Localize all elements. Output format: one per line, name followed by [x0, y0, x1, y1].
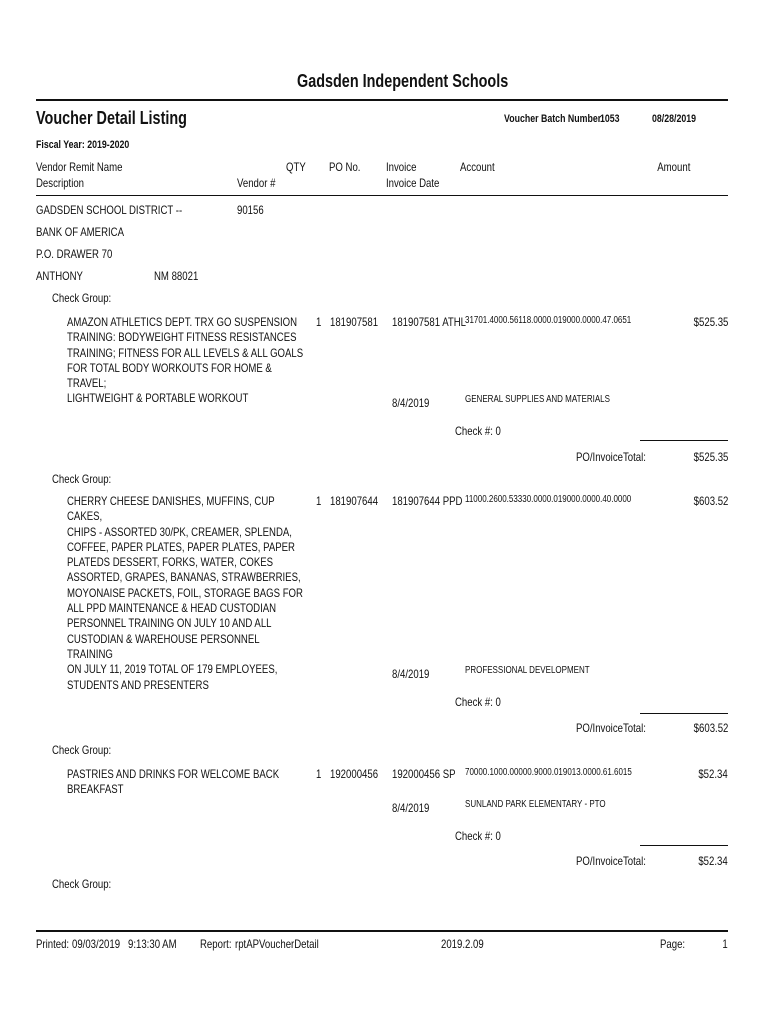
col-po-no: PO No. [329, 160, 361, 174]
report-name: rptAPVoucherDetail [235, 937, 319, 951]
line-account: 11000.2600.53330.0000.019000.0000.40.0000 [465, 494, 632, 505]
line-invoice-date: 8/4/2019 [392, 801, 430, 815]
col-invoice-date: Invoice Date [386, 176, 440, 190]
printed-time: 9:13:30 AM [128, 937, 177, 951]
printed-date: 09/03/2019 [72, 937, 121, 951]
batch-label: Voucher Batch Number: [504, 113, 605, 125]
line-amount: $603.52 [693, 494, 728, 508]
line-invoice-date: 8/4/2019 [392, 667, 430, 681]
total-rule [640, 440, 728, 441]
line-invoice: 181907644 PPD [392, 494, 463, 508]
line-account: 70000.1000.00000.9000.019013.0000.61.6015 [465, 767, 632, 778]
vendor-state-zip: NM 88021 [154, 269, 199, 283]
vendor-address-line: P.O. DRAWER 70 [36, 247, 113, 261]
line-account-description: SUNLAND PARK ELEMENTARY - PTO [465, 799, 606, 810]
col-vendor-no: Vendor # [237, 176, 276, 190]
page-number: 1 [722, 937, 728, 951]
line-po: 181907581 [330, 315, 379, 329]
line-amount: $52.34 [698, 767, 728, 781]
report-label: Report: [200, 937, 232, 951]
vendor-name: GADSDEN SCHOOL DISTRICT -- [36, 203, 183, 217]
printed-label: Printed: [36, 937, 70, 951]
line-account-description: GENERAL SUPPLIES AND MATERIALS [465, 394, 610, 405]
total-rule [640, 845, 728, 846]
column-header-rule [36, 195, 728, 196]
col-vendor-remit-name: Vendor Remit Name [36, 160, 123, 174]
check-group-label: Check Group: [52, 291, 112, 305]
check-number: Check #: 0 [455, 695, 501, 709]
line-po: 181907644 [330, 494, 379, 508]
col-description: Description [36, 176, 85, 190]
total-label: PO/InvoiceTotal: [576, 854, 646, 868]
check-number: Check #: 0 [455, 829, 501, 843]
total-label: PO/InvoiceTotal: [576, 450, 646, 464]
total-label: PO/InvoiceTotal: [576, 721, 646, 735]
vendor-city: ANTHONY [36, 269, 83, 283]
report-version: 2019.2.09 [441, 937, 484, 951]
line-description: AMAZON ATHLETICS DEPT. TRX GO SUSPENSION TRAINING: BODYWEIGHT FITNESS RESISTANCES TRAINING; FITNESS FOR ALL LEVELS & ALL GOALS FOR TOTAL BODY WORKOUTS FOR HOME & TRAVEL; LIGHTWEIGHT & PORTABLE WORKOUT [67, 315, 304, 406]
check-number: Check #: 0 [455, 424, 501, 438]
line-qty: 1 [316, 494, 322, 508]
line-amount: $525.35 [693, 315, 728, 329]
report-date: 08/28/2019 [652, 113, 697, 125]
check-group-label: Check Group: [52, 472, 112, 486]
line-description: PASTRIES AND DRINKS FOR WELCOME BACK BREAKFAST [67, 767, 280, 797]
fiscal-year: Fiscal Year: 2019-2020 [36, 139, 130, 151]
check-group-label: Check Group: [52, 743, 112, 757]
col-invoice: Invoice [386, 160, 417, 174]
line-invoice: 181907581 ATHL [392, 315, 467, 329]
line-qty: 1 [316, 767, 322, 781]
total-rule [640, 713, 728, 714]
line-account-description: PROFESSIONAL DEVELOPMENT [465, 665, 590, 676]
footer-rule [36, 930, 728, 932]
header-rule [36, 99, 728, 101]
total-amount: $52.34 [698, 854, 728, 868]
line-invoice: 192000456 SP [392, 767, 456, 781]
total-amount: $525.35 [693, 450, 728, 464]
vendor-address-line: BANK OF AMERICA [36, 225, 125, 239]
total-amount: $603.52 [693, 721, 728, 735]
line-po: 192000456 [330, 767, 379, 781]
organization-title: Gadsden Independent Schools [297, 71, 509, 91]
batch-number: 1053 [600, 113, 620, 125]
check-group-label: Check Group: [52, 877, 112, 891]
col-qty: QTY [286, 160, 306, 174]
col-account: Account [460, 160, 495, 174]
line-description: CHERRY CHEESE DANISHES, MUFFINS, CUP CAKES, CHIPS - ASSORTED 30/PK, CREAMER, SPLENDA, COFFEE, PAPER PLATES, PAPER PLATES, PAPER PLATEDS DESSERT, FORKS, WATER, COKES ASSORTED, GRAPES, BANANAS, STRAWBERRIES, MOYONAISE PACKETS, FOIL, STORAGE BAGS FOR ALL PPD MAINTENANCE & HEAD CUSTODIAN PERSONNEL TRAINING ON JULY 10 AND ALL CUSTODIAN & WAREHOUSE PERSONNEL TRAINING ON JULY 11, 2019 TOTAL OF 179 EMPLOYEES, STUDENTS AND PRESENTERS [67, 494, 303, 692]
col-amount: Amount [656, 160, 690, 174]
vendor-number: 90156 [237, 203, 264, 217]
page-label: Page: [660, 937, 686, 951]
report-title: Voucher Detail Listing [36, 108, 187, 128]
line-qty: 1 [316, 315, 322, 329]
line-account: 31701.4000.56118.0000.019000.0000.47.0651 [465, 315, 632, 326]
line-invoice-date: 8/4/2019 [392, 396, 430, 410]
